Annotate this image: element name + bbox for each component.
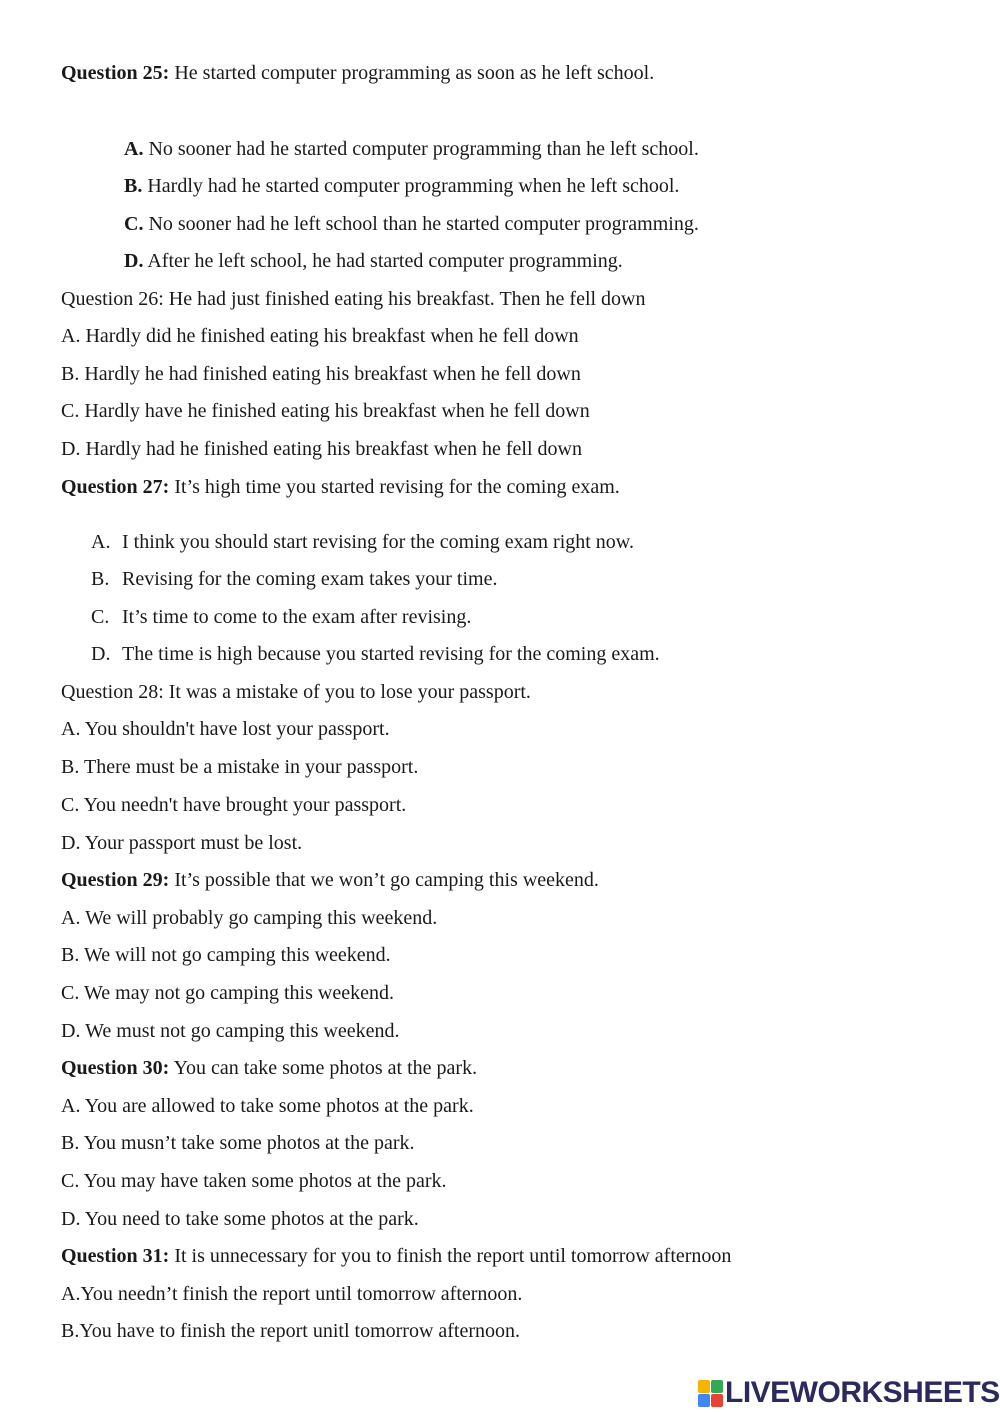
q30-option-d: D. You need to take some photos at the park. xyxy=(61,1208,419,1230)
q25-option-d: D. After he left school, he had started computer programming. xyxy=(124,250,623,272)
q25-option-a: A. No sooner had he started computer programming than he left school. xyxy=(124,138,699,160)
q27-option-d: D. The time is high because you started revising for the coming exam. xyxy=(91,643,660,665)
q26-option-a: A. Hardly did he finished eating his breakfast when he fell down xyxy=(61,325,579,347)
q27-option-b: B. Revising for the coming exam takes your time. xyxy=(91,568,498,590)
question-25 xyxy=(61,61,654,85)
q30-option-a: A. You are allowed to take some photos at the park. xyxy=(61,1095,474,1117)
q25-option-c: C. No sooner had he left school than he started computer programming. xyxy=(124,213,699,235)
question-26: Question 26: He had just finished eating his breakfast. Then he fell down xyxy=(61,288,646,310)
q31-option-b: B.You have to finish the report unitl tomorrow afternoon. xyxy=(61,1320,521,1342)
liveworksheets-icon xyxy=(698,1380,723,1407)
q29-option-a: A. We will probably go camping this weekend. xyxy=(61,907,438,929)
q29-option-c: C. We may not go camping this weekend. xyxy=(61,982,394,1004)
question-text: It’s high time you started revising for the coming exam. xyxy=(169,476,620,498)
q27-option-c: C. It’s time to come to the exam after revising. xyxy=(91,606,472,628)
q26-option-c: C. Hardly have he finished eating his breakfast when he fell down xyxy=(61,400,590,422)
question-text: He started computer programming as soon as he left school. xyxy=(169,62,655,84)
question-label: Question 31: xyxy=(61,1245,170,1267)
q30-option-c: C. You may have taken some photos at the park. xyxy=(61,1170,447,1192)
q25-option-b: B. Hardly had he started computer programming when he left school. xyxy=(124,175,680,197)
question-label: Question 25: xyxy=(61,62,170,84)
q29-option-d: D. We must not go camping this weekend. xyxy=(61,1020,400,1042)
q28-option-c: C. You needn't have brought your passport. xyxy=(61,794,407,816)
question-text: It is unnecessary for you to finish the report until tomorrow afternoon xyxy=(169,1245,732,1267)
question-label: Question 27: xyxy=(61,476,170,498)
q28-option-b: B. There must be a mistake in your passport. xyxy=(61,756,419,778)
q28-option-a: A. You shouldn't have lost your passport. xyxy=(61,718,390,740)
q26-option-d: D. Hardly had he finished eating his breakfast when he fell down xyxy=(61,438,582,460)
question-text: You can take some photos at the park. xyxy=(169,1057,478,1079)
question-29 xyxy=(61,868,599,892)
logo-icon-tile-2 xyxy=(711,1380,723,1393)
logo-text: LIVEWORKSHEETS xyxy=(725,1376,1000,1409)
question-28: Question 28: It was a mistake of you to lose your passport. xyxy=(61,681,531,703)
question-27 xyxy=(61,475,620,499)
q30-option-b: B. You musn’t take some photos at the park. xyxy=(61,1132,415,1154)
q28-option-d: D. Your passport must be lost. xyxy=(61,832,303,854)
logo-icon-tile-4 xyxy=(711,1394,723,1407)
logo-icon-tile-3 xyxy=(698,1394,710,1407)
liveworksheets-logo[interactable] xyxy=(698,1378,1000,1408)
question-text: It’s possible that we won’t go camping this weekend. xyxy=(169,869,599,891)
question-31 xyxy=(61,1244,731,1268)
q31-option-a: A.You needn’t finish the report until tomorrow afternoon. xyxy=(61,1283,523,1305)
logo-icon-tile-1 xyxy=(698,1380,710,1393)
question-30 xyxy=(61,1056,477,1080)
q29-option-b: B. We will not go camping this weekend. xyxy=(61,944,391,966)
q27-option-a: A. I think you should start revising for the coming exam right now. xyxy=(91,531,634,553)
question-label: Question 29: xyxy=(61,869,170,891)
q26-option-b: B. Hardly he had finished eating his breakfast when he fell down xyxy=(61,363,581,385)
question-label: Question 30: xyxy=(61,1057,170,1079)
